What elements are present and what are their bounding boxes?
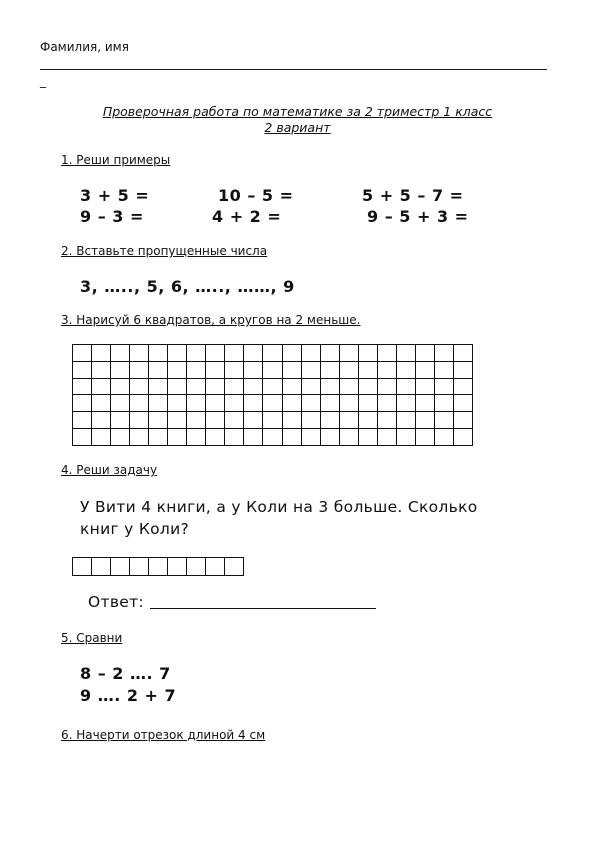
number-sequence: 3, ….., 5, 6, ….., ……, 9 bbox=[80, 277, 295, 296]
grid-cell[interactable] bbox=[244, 429, 263, 446]
grid-cell[interactable] bbox=[453, 412, 472, 429]
grid-cell[interactable] bbox=[377, 345, 396, 362]
grid-cell[interactable] bbox=[377, 395, 396, 412]
grid-cell[interactable] bbox=[111, 361, 130, 378]
grid-cell[interactable] bbox=[263, 395, 282, 412]
grid-cell[interactable] bbox=[149, 378, 168, 395]
grid-cell[interactable] bbox=[168, 395, 187, 412]
grid-cell[interactable] bbox=[92, 361, 111, 378]
grid-cell[interactable] bbox=[320, 429, 339, 446]
grid-cell[interactable] bbox=[225, 378, 244, 395]
grid-cell[interactable] bbox=[263, 429, 282, 446]
grid-cell[interactable] bbox=[263, 361, 282, 378]
grid-cell[interactable] bbox=[434, 412, 453, 429]
grid-cell[interactable] bbox=[282, 395, 301, 412]
grid-cell[interactable] bbox=[358, 395, 377, 412]
grid-cell[interactable] bbox=[396, 361, 415, 378]
grid-cell[interactable] bbox=[320, 378, 339, 395]
grid-cell[interactable] bbox=[434, 429, 453, 446]
grid-cell[interactable] bbox=[320, 361, 339, 378]
grid-cell[interactable] bbox=[225, 395, 244, 412]
grid-cell[interactable] bbox=[73, 378, 92, 395]
grid-cell[interactable] bbox=[339, 345, 358, 362]
grid-cell[interactable] bbox=[187, 395, 206, 412]
grid-cell[interactable] bbox=[92, 429, 111, 446]
grid-cell[interactable] bbox=[225, 345, 244, 362]
grid-cell[interactable] bbox=[187, 361, 206, 378]
name-label: Фамилия, имя bbox=[40, 40, 129, 54]
grid-cell[interactable] bbox=[73, 361, 92, 378]
grid-cell[interactable] bbox=[339, 361, 358, 378]
grid-cell[interactable] bbox=[130, 395, 149, 412]
grid-cell[interactable] bbox=[111, 429, 130, 446]
grid-cell[interactable] bbox=[453, 378, 472, 395]
example-3: 5 + 5 – 7 = bbox=[362, 186, 464, 205]
grid-cell[interactable] bbox=[225, 429, 244, 446]
grid-cell[interactable] bbox=[225, 361, 244, 378]
grid-cell[interactable] bbox=[263, 412, 282, 429]
grid-cell[interactable] bbox=[434, 361, 453, 378]
grid-cell[interactable] bbox=[320, 412, 339, 429]
name-line bbox=[40, 69, 547, 70]
grid-cell[interactable] bbox=[206, 429, 225, 446]
grid-cell[interactable] bbox=[339, 395, 358, 412]
grid-cell[interactable] bbox=[73, 558, 92, 576]
grid-cell[interactable] bbox=[130, 361, 149, 378]
grid-cell[interactable] bbox=[377, 429, 396, 446]
example-6: 9 – 5 + 3 = bbox=[367, 207, 469, 226]
grid-cell[interactable] bbox=[187, 429, 206, 446]
compare-1: 8 – 2 …. 7 bbox=[80, 664, 171, 683]
grid-cell[interactable] bbox=[92, 378, 111, 395]
grid-cell[interactable] bbox=[396, 429, 415, 446]
example-4: 9 – 3 = bbox=[80, 207, 144, 226]
grid-cell[interactable] bbox=[358, 361, 377, 378]
grid-cell[interactable] bbox=[130, 558, 149, 576]
grid-cell[interactable] bbox=[187, 378, 206, 395]
grid-cell[interactable] bbox=[130, 378, 149, 395]
grid-cell[interactable] bbox=[206, 412, 225, 429]
grid-cell[interactable] bbox=[168, 378, 187, 395]
grid-cell[interactable] bbox=[396, 345, 415, 362]
grid-cell[interactable] bbox=[244, 395, 263, 412]
grid-cell[interactable] bbox=[149, 412, 168, 429]
grid-cell[interactable] bbox=[149, 395, 168, 412]
problem-line-1: У Вити 4 книги, а у Коли на 3 больше. Сколько bbox=[80, 498, 478, 516]
solution-cells[interactable] bbox=[72, 557, 244, 576]
grid-cell[interactable] bbox=[377, 412, 396, 429]
grid-cell[interactable] bbox=[244, 378, 263, 395]
grid-cell[interactable] bbox=[301, 345, 320, 362]
grid-cell[interactable] bbox=[111, 345, 130, 362]
grid-cell[interactable] bbox=[377, 361, 396, 378]
grid-cell[interactable] bbox=[244, 345, 263, 362]
grid-cell[interactable] bbox=[187, 412, 206, 429]
q5-heading: 5. Сравни bbox=[61, 631, 123, 645]
grid-cell[interactable] bbox=[282, 429, 301, 446]
grid-cell[interactable] bbox=[415, 345, 434, 362]
dash-mark: _ bbox=[40, 74, 46, 88]
grid-cell[interactable] bbox=[130, 429, 149, 446]
grid-cell[interactable] bbox=[206, 378, 225, 395]
grid-cell[interactable] bbox=[434, 395, 453, 412]
grid-cell[interactable] bbox=[358, 345, 377, 362]
grid-cell[interactable] bbox=[301, 378, 320, 395]
answer-line[interactable] bbox=[150, 608, 376, 609]
grid-cell[interactable] bbox=[92, 345, 111, 362]
grid-cell[interactable] bbox=[339, 378, 358, 395]
grid-cell[interactable] bbox=[187, 558, 206, 576]
grid-cell[interactable] bbox=[358, 378, 377, 395]
q6-heading: 6. Начерти отрезок длиной 4 см bbox=[61, 728, 266, 742]
grid-cell[interactable] bbox=[130, 345, 149, 362]
grid-cell[interactable] bbox=[187, 345, 206, 362]
grid-cell[interactable] bbox=[282, 378, 301, 395]
grid-cell[interactable] bbox=[415, 429, 434, 446]
grid-cell[interactable] bbox=[206, 395, 225, 412]
grid-cell[interactable] bbox=[415, 412, 434, 429]
grid-cell[interactable] bbox=[244, 412, 263, 429]
grid-cell[interactable] bbox=[282, 412, 301, 429]
grid-cell[interactable] bbox=[73, 345, 92, 362]
grid-cell[interactable] bbox=[396, 412, 415, 429]
page-title: Проверочная работа по математике за 2 триместр 1 класс bbox=[102, 104, 493, 119]
grid-cell[interactable] bbox=[168, 361, 187, 378]
example-1: 3 + 5 = bbox=[80, 186, 150, 205]
grid-cell[interactable] bbox=[434, 378, 453, 395]
q1-heading: 1. Реши примеры bbox=[61, 153, 171, 167]
q3-heading: 3. Нарисуй 6 квадратов, а кругов на 2 меньше. bbox=[61, 313, 361, 327]
grid-cell[interactable] bbox=[111, 412, 130, 429]
grid-cell[interactable] bbox=[92, 395, 111, 412]
grid-cell[interactable] bbox=[225, 412, 244, 429]
grid-cell[interactable] bbox=[396, 395, 415, 412]
grid-cell[interactable] bbox=[92, 558, 111, 576]
grid-cell[interactable] bbox=[453, 345, 472, 362]
grid-cell[interactable] bbox=[206, 345, 225, 362]
grid-cell[interactable] bbox=[282, 361, 301, 378]
grid-cell[interactable] bbox=[339, 429, 358, 446]
grid-cell[interactable] bbox=[263, 378, 282, 395]
variant-title: 2 вариант bbox=[264, 120, 331, 135]
grid-cell[interactable] bbox=[415, 361, 434, 378]
grid-cell[interactable] bbox=[111, 558, 130, 576]
grid-cell[interactable] bbox=[358, 429, 377, 446]
grid-cell[interactable] bbox=[206, 361, 225, 378]
grid-cell[interactable] bbox=[130, 412, 149, 429]
grid-cell[interactable] bbox=[453, 395, 472, 412]
answer-label: Ответ: bbox=[88, 593, 144, 611]
grid-cell[interactable] bbox=[111, 378, 130, 395]
grid-cell[interactable] bbox=[415, 395, 434, 412]
grid-cell[interactable] bbox=[168, 345, 187, 362]
example-2: 10 – 5 = bbox=[218, 186, 294, 205]
drawing-grid[interactable] bbox=[72, 344, 473, 446]
grid-cell[interactable] bbox=[301, 429, 320, 446]
grid-cell[interactable] bbox=[320, 395, 339, 412]
grid-cell[interactable] bbox=[301, 395, 320, 412]
grid-cell[interactable] bbox=[225, 558, 244, 576]
grid-cell[interactable] bbox=[73, 429, 92, 446]
grid-cell[interactable] bbox=[149, 345, 168, 362]
grid-cell[interactable] bbox=[168, 558, 187, 576]
grid-cell[interactable] bbox=[415, 378, 434, 395]
grid-cell[interactable] bbox=[263, 345, 282, 362]
grid-cell[interactable] bbox=[453, 361, 472, 378]
q4-heading: 4. Реши задачу bbox=[61, 463, 158, 477]
grid-cell[interactable] bbox=[111, 395, 130, 412]
compare-2: 9 …. 2 + 7 bbox=[80, 686, 177, 705]
q2-heading: 2. Вставьте пропущенные числа bbox=[61, 244, 268, 258]
grid-cell[interactable] bbox=[282, 345, 301, 362]
grid-cell[interactable] bbox=[92, 412, 111, 429]
grid-cell[interactable] bbox=[149, 361, 168, 378]
grid-cell[interactable] bbox=[206, 558, 225, 576]
grid-cell[interactable] bbox=[149, 429, 168, 446]
grid-cell[interactable] bbox=[244, 361, 263, 378]
grid-cell[interactable] bbox=[320, 345, 339, 362]
example-5: 4 + 2 = bbox=[212, 207, 282, 226]
grid-cell[interactable] bbox=[149, 558, 168, 576]
problem-line-2: книг у Коли? bbox=[80, 520, 190, 538]
grid-cell[interactable] bbox=[73, 412, 92, 429]
grid-cell[interactable] bbox=[377, 378, 396, 395]
grid-cell[interactable] bbox=[168, 429, 187, 446]
grid-cell[interactable] bbox=[301, 361, 320, 378]
grid-cell[interactable] bbox=[73, 395, 92, 412]
grid-cell[interactable] bbox=[434, 345, 453, 362]
grid-cell[interactable] bbox=[301, 412, 320, 429]
grid-cell[interactable] bbox=[453, 429, 472, 446]
grid-cell[interactable] bbox=[396, 378, 415, 395]
grid-cell[interactable] bbox=[168, 412, 187, 429]
grid-cell[interactable] bbox=[339, 412, 358, 429]
grid-cell[interactable] bbox=[358, 412, 377, 429]
